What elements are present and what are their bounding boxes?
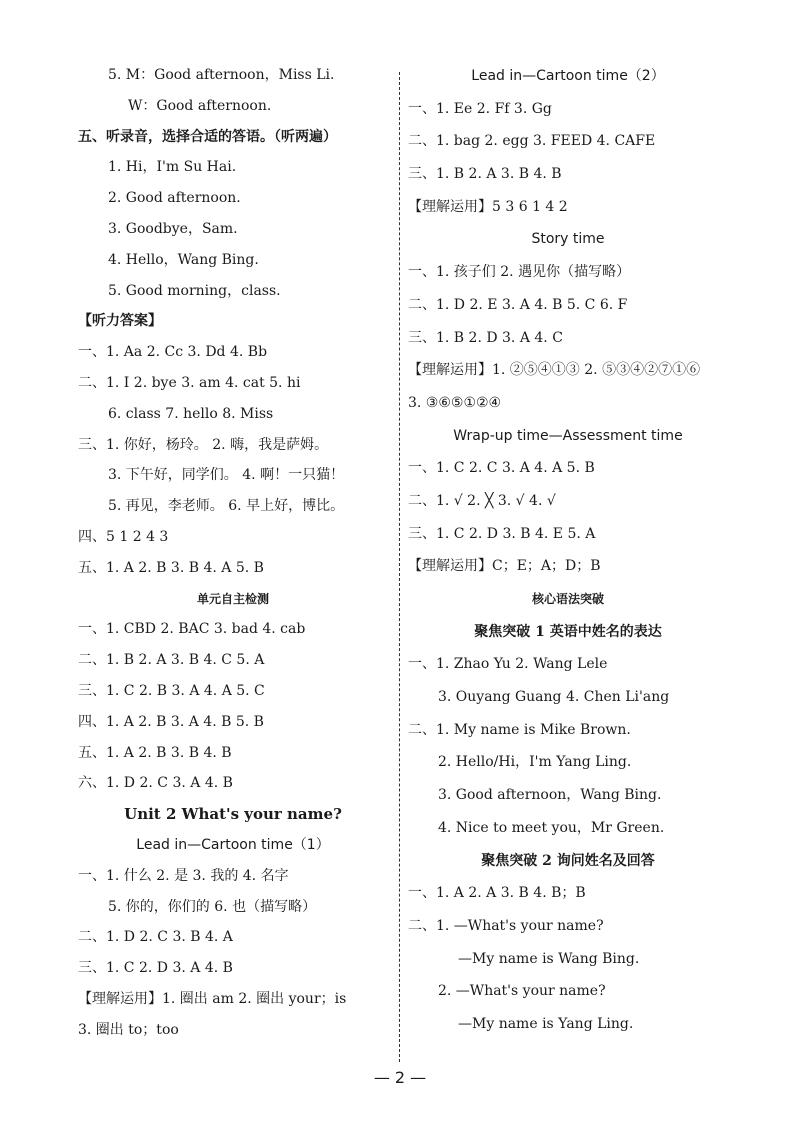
right-line: 二、1. D 2. E 3. A 4. B 5. C 6. F <box>408 296 628 313</box>
left-line: 3. Goodbye，Sam. <box>108 220 238 237</box>
left-line: 单元自主检测 <box>196 591 269 606</box>
column-divider <box>399 72 400 1062</box>
left-line: 五、1. A 2. B 3. B 4. B <box>78 744 232 761</box>
right-line: Wrap-up time—Assessment time <box>453 427 683 444</box>
right-line: 一、1. A 2. A 3. B 4. B；B <box>408 885 586 902</box>
right-line: 一、1. C 2. C 3. A 4. A 5. B <box>408 460 595 477</box>
left-line: 三、1. 你好，杨玲。 2. 嗨，我是萨姆。 <box>78 436 329 453</box>
left-line: 三、1. C 2. D 3. A 4. B <box>78 960 233 977</box>
right-line: Story time <box>531 231 605 248</box>
right-line: 一、1. Ee 2. Ff 3. Gg <box>408 100 552 117</box>
right-line: 三、1. B 2. A 3. B 4. B <box>408 166 562 183</box>
left-line: 5. Good morning，class. <box>108 282 281 299</box>
left-line: 二、1. B 2. A 3. B 4. C 5. A <box>78 652 265 669</box>
right-line: 二、1. bag 2. egg 3. FEED 4. CAFE <box>408 133 656 150</box>
left-line: Unit 2 What's your name? <box>124 805 342 824</box>
right-line: 二、1. √ 2. ╳ 3. √ 4. √ <box>408 492 556 509</box>
left-line: 二、1. I 2. bye 3. am 4. cat 5. hi <box>78 374 301 391</box>
right-line: 三、1. B 2. D 3. A 4. C <box>408 329 563 346</box>
right-line: 【理解运用】5 3 6 1 4 2 <box>408 198 568 215</box>
right-line: 3. Ouyang Guang 4. Chen Li'ang <box>438 689 670 706</box>
right-line: —My name is Wang Bing. <box>458 950 640 967</box>
left-line: 5. 再见，李老师。 6. 早上好，博比。 <box>108 498 345 515</box>
right-line: 2. —What's your name? <box>438 983 606 1000</box>
left-line: 5. M：Good afternoon，Miss Li. <box>108 67 335 83</box>
right-line: 一、1. Zhao Yu 2. Wang Lele <box>408 656 608 673</box>
left-line: 4. Hello，Wang Bing. <box>108 251 259 268</box>
right-column <box>408 60 728 1041</box>
right-line: 二、1. My name is Mike Brown. <box>408 721 631 738</box>
left-line: 一、1. Aa 2. Cc 3. Dd 4. Bb <box>78 344 268 361</box>
left-line: 3. 下午好，同学们。 4. 啊！一只猫！ <box>108 467 345 484</box>
left-line: 5. 你的，你们的 6. 也（描写略） <box>108 898 317 915</box>
right-line: 【理解运用】1. ②⑤④①③ 2. ⑤③④②⑦①⑥ <box>408 362 701 379</box>
right-line: 核心语法突破 <box>531 592 604 606</box>
left-line: W：Good afternoon. <box>128 97 272 114</box>
right-line: Lead in—Cartoon time（2） <box>471 68 665 84</box>
left-line: Lead in—Cartoon time（1） <box>136 836 330 853</box>
left-column <box>78 60 388 1046</box>
left-line: 【听力答案】 <box>78 313 162 330</box>
left-line: 一、1. 什么 2. 是 3. 我的 4. 名字 <box>78 867 289 884</box>
right-line: 3. ③⑥⑤①②④ <box>408 394 502 411</box>
left-line: 3. 圈出 to；too <box>78 1021 179 1038</box>
right-line: 4. Nice to meet you，Mr Green. <box>438 819 665 836</box>
left-line: 1. Hi，I'm Su Hai. <box>108 159 237 176</box>
left-line: 2. Good afternoon. <box>108 190 241 207</box>
left-line: 一、1. CBD 2. BAC 3. bad 4. cab <box>78 621 306 638</box>
left-line: 五、1. A 2. B 3. B 4. A 5. B <box>78 559 264 576</box>
right-line: 【理解运用】C；E；A；D；B <box>408 558 601 575</box>
right-line: 三、1. C 2. D 3. B 4. E 5. A <box>408 525 596 542</box>
right-line: 二、1. —What's your name? <box>408 917 604 934</box>
right-line: 2. Hello/Hi，I'm Yang Ling. <box>438 754 632 771</box>
right-line: 聚焦突破 1 英语中姓名的表达 <box>474 623 662 640</box>
page-number: — 2 — <box>373 1068 427 1087</box>
left-line: 四、5 1 2 4 3 <box>78 528 169 545</box>
right-line: —My name is Yang Ling. <box>458 1015 634 1032</box>
left-line: 五、听录音，选择合适的答语。（听两遍） <box>78 128 337 145</box>
left-line: 六、1. D 2. C 3. A 4. B <box>78 775 233 792</box>
right-line: 一、1. 孩子们 2. 遇见你（描写略） <box>408 264 631 281</box>
left-line: 【理解运用】1. 圈出 am 2. 圈出 your；is <box>78 990 347 1007</box>
left-line: 二、1. D 2. C 3. B 4. A <box>78 929 233 946</box>
right-line: 聚焦突破 2 询问姓名及回答 <box>481 852 655 869</box>
left-line: 四、1. A 2. B 3. A 4. B 5. B <box>78 713 264 730</box>
left-line: 6. class 7. hello 8. Miss <box>108 405 274 422</box>
right-line: 3. Good afternoon，Wang Bing. <box>438 787 662 804</box>
left-line: 三、1. C 2. B 3. A 4. A 5. C <box>78 682 265 699</box>
